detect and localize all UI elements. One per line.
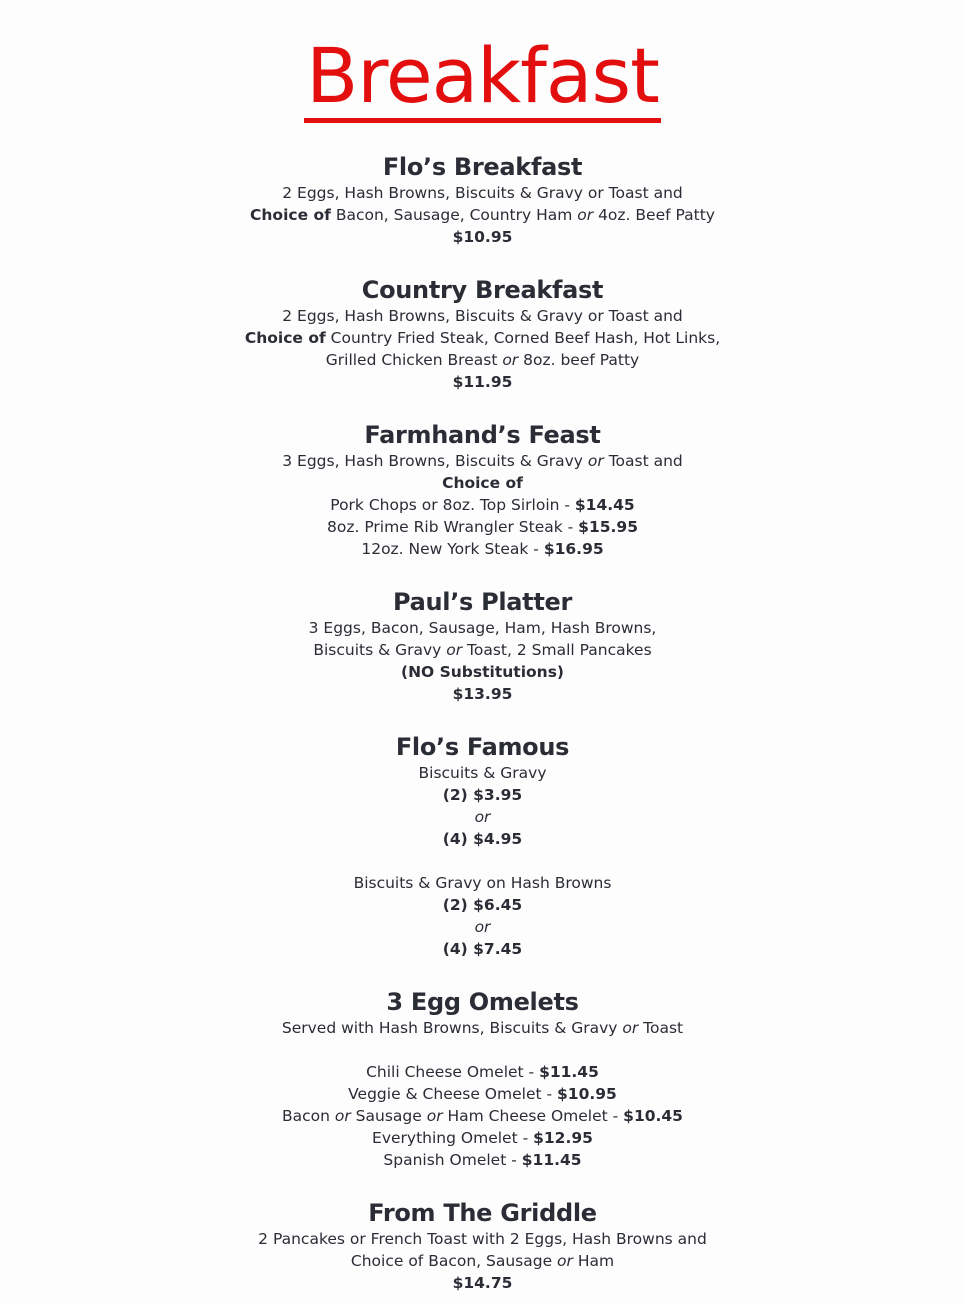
section-heading: Country Breakfast <box>361 276 604 304</box>
section-country-breakfast <box>0 275 965 393</box>
or-text: or <box>622 1019 639 1037</box>
section-heading: Paul’s Platter <box>392 588 573 616</box>
option-label: Everything Omelet - <box>372 1129 534 1147</box>
price: $14.45 <box>574 496 635 514</box>
note: (NO Substitutions) <box>400 663 565 681</box>
description-line <box>0 327 965 349</box>
price: (4) $7.45 <box>442 940 523 958</box>
option-label: Ham Cheese Omelet - <box>442 1107 624 1125</box>
price: (4) $4.95 <box>442 830 523 848</box>
option-label: Sausage <box>350 1107 427 1125</box>
price: (2) $3.95 <box>442 786 523 804</box>
description-text: 3 Eggs, Hash Browns, Biscuits & Gravy <box>282 452 588 470</box>
description-line: 2 Pancakes or French Toast with 2 Eggs, Hash Browns and <box>258 1230 707 1248</box>
option-label: Bacon <box>282 1107 335 1125</box>
description-text: Grilled Chicken Breast <box>325 351 503 369</box>
description-text: 4oz. Beef Patty <box>593 206 715 224</box>
price: $14.75 <box>452 1274 513 1292</box>
section-heading: Flo’s Breakfast <box>382 153 583 181</box>
choice-label: Choice of <box>442 474 523 492</box>
or-text: or <box>474 918 491 936</box>
section-flos-breakfast <box>0 152 965 248</box>
spacer <box>0 850 965 872</box>
option-label: Chili Cheese Omelet - <box>366 1063 540 1081</box>
description-text: Served with Hash Browns, Biscuits & Gravy <box>281 1019 623 1037</box>
price: (2) $6.45 <box>442 896 523 914</box>
description-text: Biscuits & Gravy <box>313 641 447 659</box>
item-name: Biscuits & Gravy <box>418 764 547 782</box>
description-text: Country Fried Steak, Corned Beef Hash, Hot Links, <box>325 329 721 347</box>
spacer <box>0 1039 965 1061</box>
description-line <box>0 450 965 472</box>
section-pauls-platter <box>0 587 965 705</box>
or-text: or <box>474 808 491 826</box>
price: $11.45 <box>521 1151 582 1169</box>
description-text: 8oz. beef Patty <box>518 351 640 369</box>
description-line: 3 Eggs, Bacon, Sausage, Ham, Hash Browns, <box>308 619 657 637</box>
price: $12.95 <box>533 1129 593 1147</box>
choice-label: Choice of <box>244 329 326 347</box>
option-line <box>0 516 965 538</box>
section-farmhands-feast <box>0 420 965 560</box>
or-text: or <box>587 452 604 470</box>
description-line: 2 Eggs, Hash Browns, Biscuits & Gravy or Toast and <box>282 184 683 202</box>
option-label: 12oz. New York Steak - <box>361 540 544 558</box>
or-text: or <box>577 206 594 224</box>
section-heading: 3 Egg Omelets <box>386 988 579 1016</box>
price: $10.95 <box>452 228 513 246</box>
description-line <box>0 204 965 226</box>
description-text: Ham <box>572 1252 615 1270</box>
section-heading: Flo’s Famous <box>395 733 570 761</box>
description-line <box>0 1017 965 1039</box>
description-text: Choice of Bacon, Sausage <box>350 1252 558 1270</box>
price: $10.45 <box>623 1107 683 1125</box>
description-line: 2 Eggs, Hash Browns, Biscuits & Gravy or Toast and <box>282 307 683 325</box>
section-from-the-griddle <box>0 1198 965 1294</box>
price: $15.95 <box>578 518 638 536</box>
description-text: Toast and <box>603 452 683 470</box>
price: $11.95 <box>452 373 513 391</box>
option-line <box>0 1149 965 1171</box>
section-heading: Farmhand’s Feast <box>364 421 601 449</box>
price: $11.45 <box>539 1063 599 1081</box>
or-text: or <box>426 1107 443 1125</box>
option-line <box>0 1061 965 1083</box>
option-line <box>0 538 965 560</box>
choice-label: Choice of <box>250 206 331 224</box>
option-label: 8oz. Prime Rib Wrangler Steak - <box>327 518 579 536</box>
or-text: or <box>557 1252 573 1270</box>
section-3-egg-omelets <box>0 987 965 1171</box>
option-line <box>0 494 965 516</box>
price: $13.95 <box>452 685 513 703</box>
option-label: Veggie & Cheese Omelet - <box>348 1085 558 1103</box>
page-title <box>0 28 965 124</box>
section-flos-famous <box>0 732 965 960</box>
description-line <box>0 639 965 661</box>
option-label: Spanish Omelet - <box>383 1151 522 1169</box>
description-text: Toast, 2 Small Pancakes <box>462 641 652 659</box>
page-title-text: Breakfast <box>304 34 661 123</box>
description-line <box>0 1250 965 1272</box>
or-text: or <box>334 1107 351 1125</box>
option-line <box>0 1127 965 1149</box>
price: $16.95 <box>543 540 604 558</box>
option-label: Pork Chops or 8oz. Top Sirloin - <box>330 496 575 514</box>
item-name: Biscuits & Gravy on Hash Browns <box>353 874 612 892</box>
or-text: or <box>502 351 519 369</box>
description-text: Bacon, Sausage, Country Ham <box>330 206 578 224</box>
section-heading: From The Griddle <box>368 1199 597 1227</box>
description-line <box>0 349 965 371</box>
or-text: or <box>446 641 463 659</box>
description-text: Toast <box>638 1019 684 1037</box>
option-line <box>0 1105 965 1127</box>
option-line <box>0 1083 965 1105</box>
price: $10.95 <box>557 1085 617 1103</box>
